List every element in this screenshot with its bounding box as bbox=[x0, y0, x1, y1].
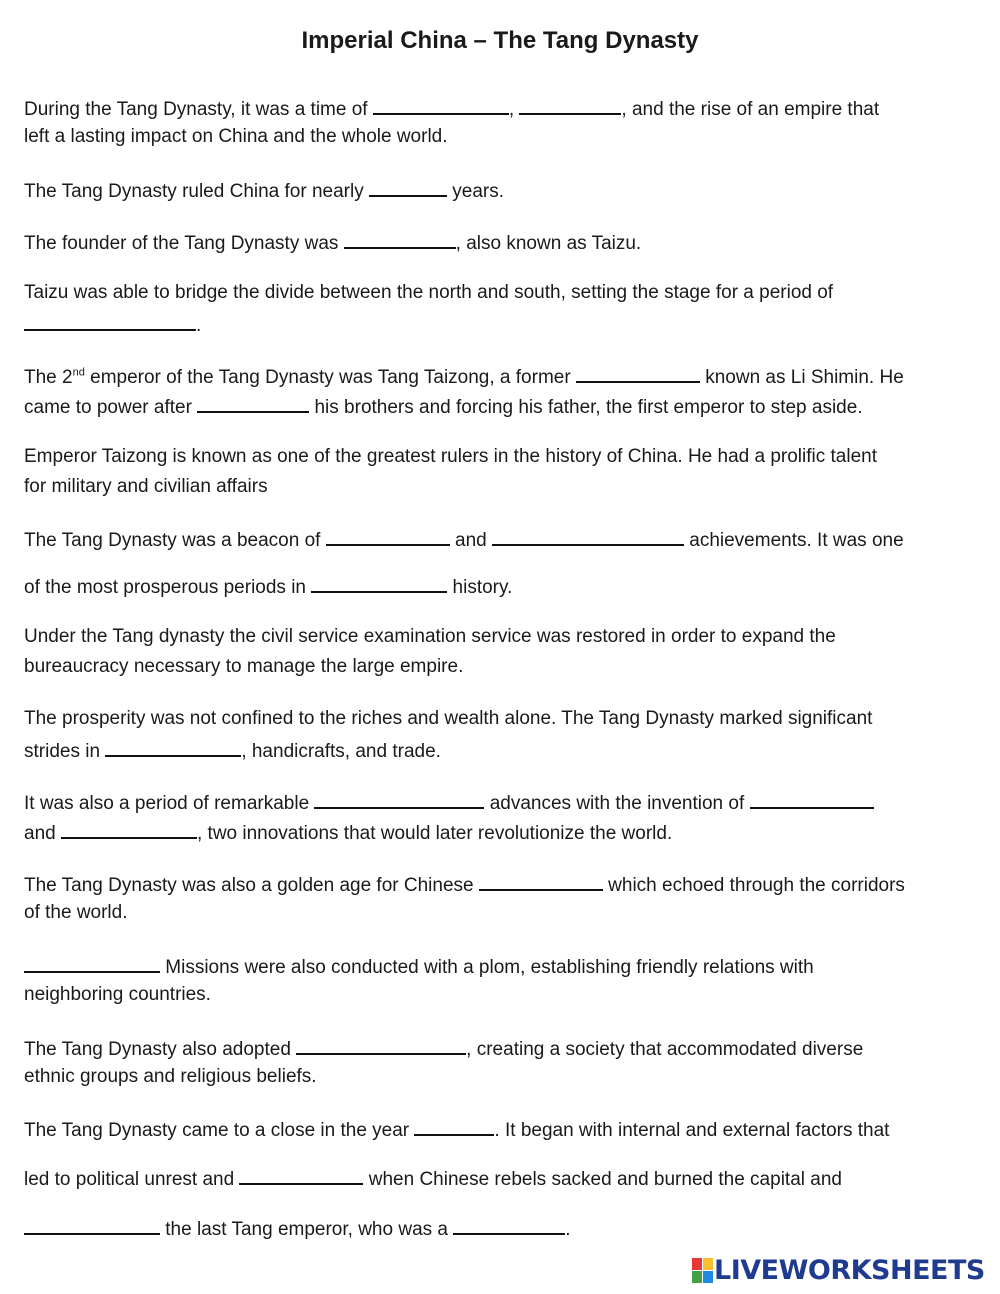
text-line: The 2nd emperor of the Tang Dynasty was Tang Taizong, a former known as Li Shimin. He bbox=[24, 364, 984, 389]
text-line: Under the Tang dynasty the civil service examination service was restored in order to expand the bbox=[24, 626, 836, 647]
answer-blank[interactable] bbox=[519, 96, 621, 115]
answer-blank[interactable] bbox=[24, 312, 196, 331]
logo-text: LIVEWORKSHEETS bbox=[714, 1254, 985, 1286]
answer-blank[interactable] bbox=[61, 820, 197, 839]
answer-blank[interactable] bbox=[492, 527, 684, 546]
text-line: The founder of the Tang Dynasty was , also known as Taizu. bbox=[24, 230, 984, 255]
text-line: strides in , handicrafts, and trade. bbox=[24, 738, 984, 763]
text-line: left a lasting impact on China and the whole world. bbox=[24, 126, 448, 147]
text-line: came to power after his brothers and forcing his father, the first emperor to step aside. bbox=[24, 394, 984, 419]
answer-blank[interactable] bbox=[750, 790, 874, 809]
answer-blank[interactable] bbox=[373, 96, 509, 115]
answer-blank[interactable] bbox=[314, 790, 484, 809]
page-title: Imperial China – The Tang Dynasty bbox=[301, 27, 699, 54]
text-line: It was also a period of remarkable advances with the invention of bbox=[24, 790, 984, 815]
liveworksheets-logo bbox=[692, 1255, 985, 1285]
text-line: The Tang Dynasty was also a golden age for Chinese which echoed through the corridors bbox=[24, 872, 984, 897]
text-line: Emperor Taizong is known as one of the greatest rulers in the history of China. He had a prolific talent bbox=[24, 446, 877, 467]
answer-blank[interactable] bbox=[239, 1166, 363, 1185]
answer-blank[interactable] bbox=[24, 954, 160, 973]
text-line: and , two innovations that would later revolutionize the world. bbox=[24, 820, 984, 845]
answer-blank[interactable] bbox=[479, 872, 603, 891]
text-line: The prosperity was not confined to the riches and wealth alone. The Tang Dynasty marked significant bbox=[24, 708, 873, 729]
text-line: of the world. bbox=[24, 902, 128, 923]
answer-blank[interactable] bbox=[576, 364, 700, 383]
answer-blank[interactable] bbox=[197, 394, 309, 413]
answer-blank[interactable] bbox=[453, 1216, 565, 1235]
answer-blank[interactable] bbox=[344, 230, 456, 249]
text-line: . bbox=[24, 312, 984, 337]
text-line: led to political unrest and when Chinese rebels sacked and burned the capital and bbox=[24, 1166, 984, 1191]
text-line: for military and civilian affairs bbox=[24, 476, 268, 497]
text-line: bureaucracy necessary to manage the large empire. bbox=[24, 656, 464, 677]
text-line: of the most prosperous periods in history. bbox=[24, 574, 984, 599]
answer-blank[interactable] bbox=[296, 1036, 466, 1055]
answer-blank[interactable] bbox=[105, 738, 241, 757]
liveworksheets-logo-icon bbox=[692, 1258, 712, 1282]
text-line: The Tang Dynasty also adopted , creating a society that accommodated diverse bbox=[24, 1036, 984, 1061]
answer-blank[interactable] bbox=[326, 527, 450, 546]
text-line: the last Tang emperor, who was a . bbox=[24, 1216, 984, 1241]
text-line: ethnic groups and religious beliefs. bbox=[24, 1066, 317, 1087]
answer-blank[interactable] bbox=[414, 1117, 494, 1136]
text-line: neighboring countries. bbox=[24, 984, 211, 1005]
answer-blank[interactable] bbox=[311, 574, 447, 593]
text-line: Taizu was able to bridge the divide between the north and south, setting the stage for a period of bbox=[24, 282, 834, 303]
answer-blank[interactable] bbox=[24, 1216, 160, 1235]
text-line: The Tang Dynasty ruled China for nearly years. bbox=[24, 178, 984, 203]
text-line: Missions were also conducted with a plom, establishing friendly relations with bbox=[24, 954, 984, 979]
text-line: During the Tang Dynasty, it was a time of , , and the rise of an empire that bbox=[24, 96, 984, 121]
answer-blank[interactable] bbox=[369, 178, 447, 197]
text-line: The Tang Dynasty was a beacon of and achievements. It was one bbox=[24, 527, 984, 552]
text-line: The Tang Dynasty came to a close in the year . It began with internal and external factors that bbox=[24, 1117, 984, 1142]
